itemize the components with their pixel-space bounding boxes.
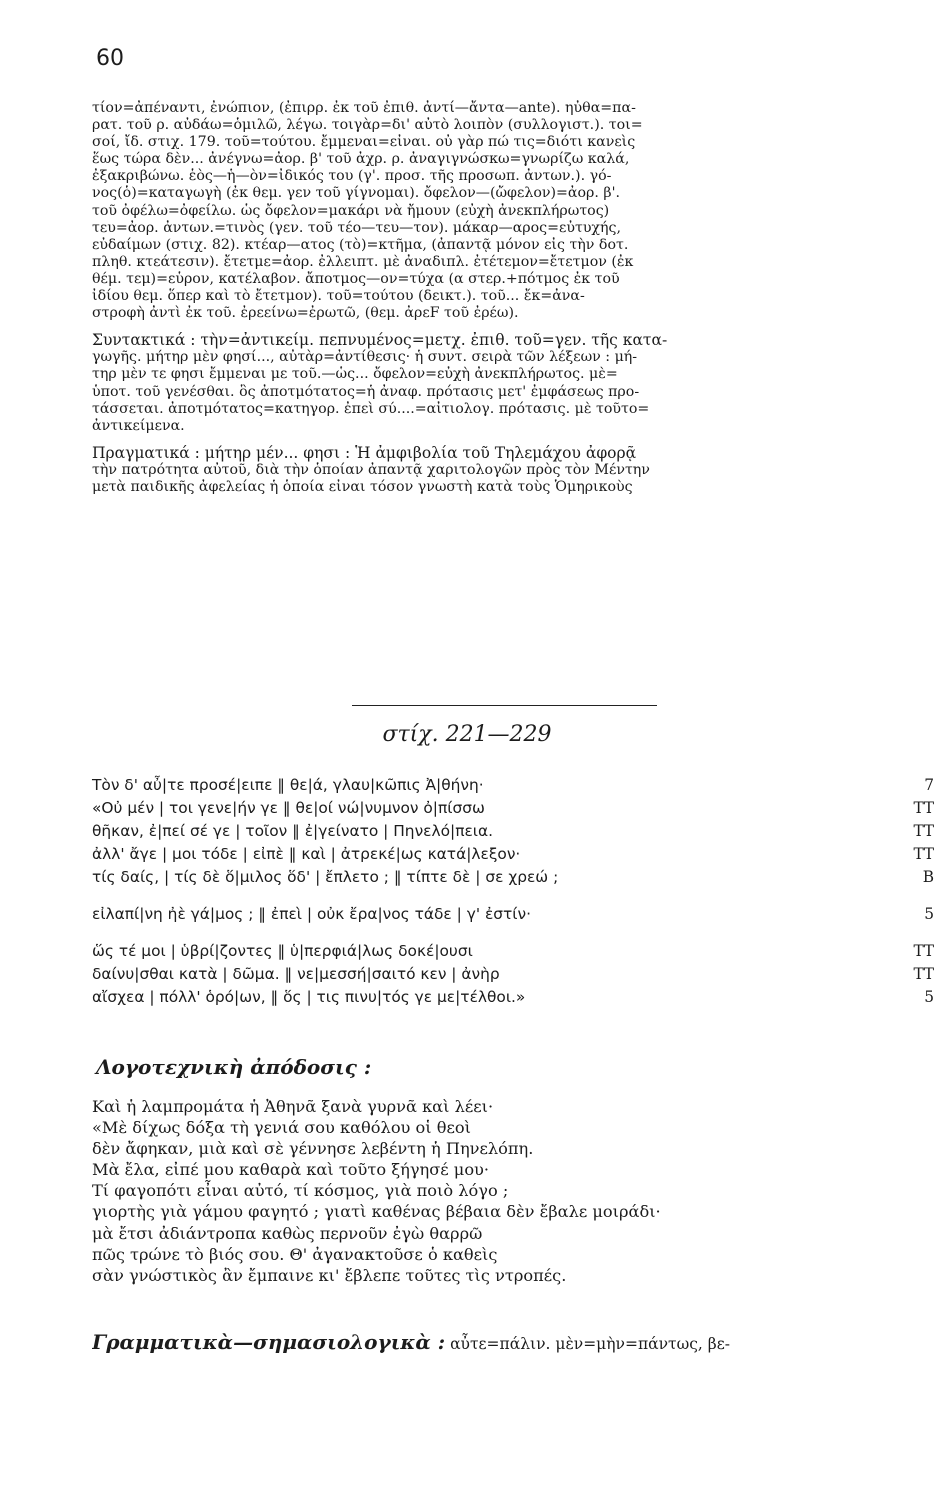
translation-line: γιορτὴς γιὰ γάμου φαγητό ; γιατὶ καθένας βέβαια δὲν ἔβαλε μοιράδι· [92,1202,661,1222]
verse-mark: 5 [924,905,934,923]
syntax-line: ἀντικείμενα. [92,417,185,434]
notes-line: τευ=ἀορ. ἀντων.=τινὸς (γεν. τοῦ τέο—τευ—τον). μάκαρ—αρος=εὐτυχής, [92,219,621,236]
notes-line: νος(ὁ)=καταγωγὴ (ἐκ θεμ. γεν τοῦ γίγνομαι). ὄφελον—(ὤφελον)=ἀορ. β'. [92,185,621,202]
verse-row [92,776,934,799]
notes-line: τίον=ἀπέναντι, ἐνώπιον, (ἐπιρρ. ἐκ τοῦ ἐπιθ. ἀντί—ἄντα—ante). ηὖθα=πα- [92,100,636,116]
translation-line: σὰν γνώστικὸς ἂν ἔμπαινε κι' ἔβλεπε τοῦτες τὶς ντροπές. [92,1265,567,1285]
verse-row [92,845,934,868]
verse-text: δαίνυ|σθαι κατὰ | δῶμα. ‖ νε|μεσσή|σαιτό κεν | ἀνὴρ [92,965,500,983]
notes-line: ἐξακριβώνω. ἑὸς—ἡ—ὸν=ἰδικός του (γ'. προσ. τῆς προσωπ. ἀντων.). γό- [92,168,612,185]
translation-line: Τί φαγοπότι εἶναι αὐτό, τί κόσμος, γιὰ ποιὸ λόγο ; [92,1181,509,1201]
verse-row [92,799,934,822]
translation-line: Μὰ ἔλα, εἰπέ μου καθαρὰ καὶ τοῦτο ξήγησέ μου· [92,1160,490,1180]
verse-block [92,776,934,1011]
verse-row [92,965,934,988]
verse-text: εἰλαπί|νη ἠὲ γά|μος ; ‖ ἐπεὶ | οὐκ ἔρα|νος τάδε | γ' ἐστίν· [92,905,531,923]
verse-text: ὥς τέ μοι | ὑβρί|ζοντες ‖ ὑ|περφιά|λως δοκέ|ουσι [92,942,473,960]
verse-text: τίς δαίς, | τίς δὲ ὅ|μιλος ὅδ' | ἔπλετο ; ‖ τίπτε δὲ | σε χρεώ ; [92,868,559,886]
grammar-heading: Γραμματικὰ—σημασιολογικὰ : [92,1330,446,1354]
notes-line: εὐδαίμων (στιχ. 82). κτέαρ—ατος (τὸ)=κτῆμα, (ἀπαντᾷ μόνον εἰς τὴν δοτ. [92,236,629,253]
notes-line: πληθ. κτεάτεσιν). ἔτετμε=ἀορ. ἐλλειπτ. μὲ ἀναδιπλ. ἐτέτεμον=ἔτετμον (ἐκ [92,253,634,270]
verse-text: «Οὐ μέν | τοι γενε|ήν γε ‖ θε|οί νώ|νυμνον ὀ|πίσσω [92,799,485,817]
verse-text: θῆκαν, ἐ|πεί σέ γε | τοῖον ‖ ἐ|γείνατο | Πηνελό|πεια. [92,822,494,840]
page-number: 60 [96,46,124,71]
notes-line: θέμ. τεμ)=εὗρον, κατέλαβον. ἄποτμος—ον=τύχα (α στερ.+πότμος ἐκ τοῦ [92,270,620,287]
verse-mark: 7 [924,776,934,794]
verse-mark: ΤΤ [913,845,934,863]
verse-text: Τὸν δ' αὖ|τε προσέ|ειπε ‖ θε|ά, γλαυ|κῶπις Ἀ|θήνη· [92,776,484,794]
notes-line: ἕως τώρα δὲν... ἀνέγνω=ἀορ. β' τοῦ ἀχρ. ρ. ἀναγιγνώσκω=γνωρίζω καλά, [92,151,630,168]
translation-line: δὲν ἄφηκαν, μιὰ καὶ σὲ γέννησε λεβέντη ἡ Πηνελόπη. [92,1139,534,1159]
translation-heading: Λογοτεχνικὴ ἀπόδοσις : [96,1055,372,1079]
translation-line: μὰ ἔτσι ἀδιάντροπα καθὼς περνοῦν ἐγὼ θαρρῶ [92,1223,483,1243]
grammar-text: αὖτε=πάλιν. μὲν=μὴν=πάντως, βε- [450,1335,731,1353]
notes-line: σοί, ἴδ. στιχ. 179. τοῦ=τούτου. ἔμμεναι=εἶναι. οὐ γὰρ πώ τις=διότι κανεὶς [92,134,636,151]
verse-mark: ΤΤ [913,942,934,960]
syntax-line: τηρ μὲν τε φησι ἔμμεναι με τοῦ.—ὡς... ὄφελον=εὐχὴ ἀνεκπλήρωτος. μὲ= [92,366,618,383]
commentary-notes [92,100,934,496]
translation-line: «Μὲ δίχως δόξα τὴ γενιά σου καθόλου οἱ θεοὶ [92,1118,472,1138]
notes-line: στροφὴ ἀντὶ ἐκ τοῦ. ἐρεείνω=ἐρωτῶ, (θεμ. ἀρεF τοῦ ἐρέω). [92,305,519,322]
verse-mark: ΤΤ [913,799,934,817]
verse-mark: ΤΤ [913,965,934,983]
verse-row [92,905,934,928]
notes-line: τοῦ ὀφέλω=ὀφείλω. ὡς ὄφελον=μακάρι νὰ ἤμουν (εὐχὴ ἀνεκπλήρωτος) [92,202,610,219]
translation-line: πῶς τρώνε τὸ βιός σου. Θ' ἀγανακτοῦσε ὁ καθεὶς [92,1244,498,1264]
verse-mark: Β [922,868,934,886]
verse-text: αἴσχεα | πόλλ' ὁρό|ων, ‖ ὅς | τις πινυ|τός γε με|τέλθοι.» [92,988,526,1006]
syntax-line: γωγῆς. μήτηρ μὲν φησί..., αὐτὰρ=ἀντίθεσις· ἡ συντ. σειρὰ τῶν λέξεων : μή- [92,349,638,366]
syntax-line: ὑποτ. τοῦ γενέσθαι. ὃς ἀποτμότατος=ἡ ἀναφ. πρότασις μετ' ἐμφάσεως προ- [92,383,640,400]
pragmatic-line: Πραγματικά : μήτηρ μέν... φησι : Ἡ ἀμφιβολία τοῦ Τηλεμάχου ἀφορᾷ [92,444,637,462]
section-divider [352,705,657,706]
syntax-line: Συντακτικά : τὴν=ἀντικείμ. πεπνυμένος=μετχ. ἐπιθ. τοῦ=γεν. τῆς κατα- [92,332,668,350]
notes-line: ρατ. τοῦ ρ. αὐδάω=ὁμιλῶ, λέγω. τοιγὰρ=δι' αὐτὸ λοιπὸν (συλλογιστ.). τοι= [92,117,643,134]
translation-line: Καὶ ἡ λαμπρομάτα ἡ Ἀθηνᾶ ξανὰ γυρνᾶ καὶ λέει· [92,1097,494,1116]
verse-row [92,822,934,845]
literary-translation [92,1096,934,1286]
verse-range-heading: στίχ. 221—229 [382,722,552,747]
syntax-line: τάσσεται. ἀποτμότατος=κατηγορ. ἐπεὶ σύ....=αἰτιολογ. πρότασις. μὲ τοῦτο= [92,400,650,417]
pragmatic-line: τὴν πατρότητα αὐτοῦ, διὰ τὴν ὁποίαν ἀπαντᾷ χαριτολογῶν πρὸς τὸν Μέντην [92,461,650,478]
notes-line: ἰδίου θεμ. ὅπερ καὶ τὸ ἔτετμον). τοῦ=τούτου (δεικτ.). τοῦ... ἔκ=ἀνα- [92,288,585,305]
verse-row [92,942,934,965]
verse-row [92,868,934,891]
verse-mark: 5 [924,988,934,1006]
verse-row [92,988,934,1011]
verse-text: ἀλλ' ἄγε | μοι τόδε | εἰπὲ ‖ καὶ | ἀτρεκέ|ως κατά|λεξον· [92,845,521,863]
verse-mark: ΤΤ [913,822,934,840]
grammar-section [92,1330,934,1354]
pragmatic-line: μετὰ παιδικῆς ἀφελείας ἡ ὁποία εἶναι τόσον γνωστὴ κατὰ τοὺς Ὁμηρικοὺς [92,478,633,495]
